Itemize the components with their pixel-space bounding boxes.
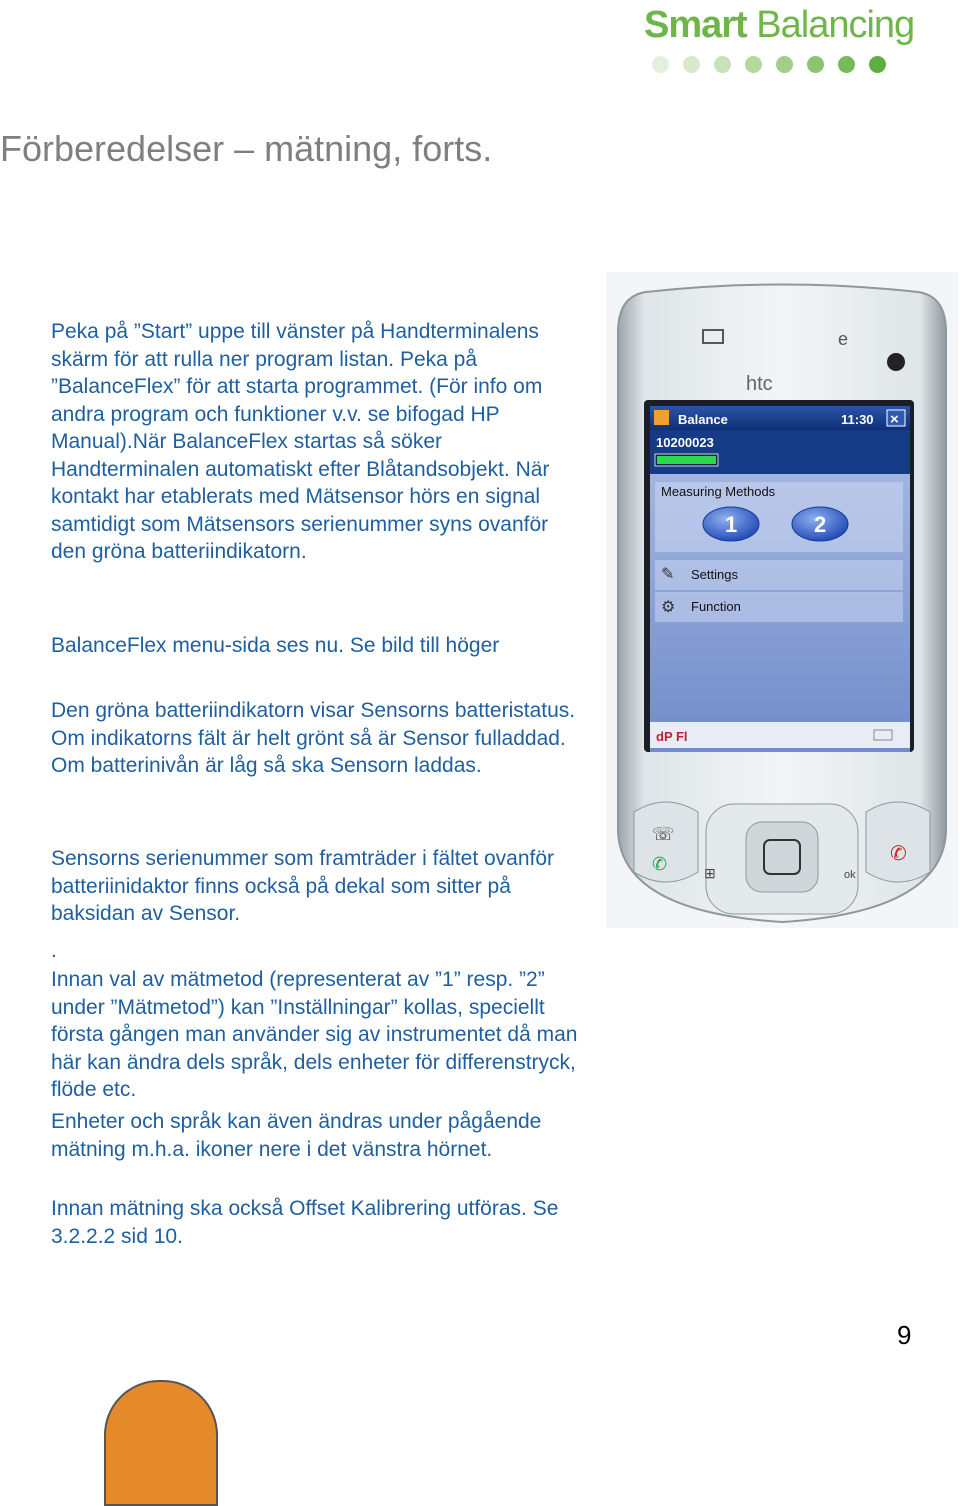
paragraph-serial-number: Sensorns serienummer som framträder i fältet ovanför batteriinidaktor finns också på dekal som sitter på baksidan av Sensor. xyxy=(51,847,555,925)
paragraph-offset-calibration: Innan mätning ska också Offset Kalibrering utföras. Se 3.2.2.2 sid 10. xyxy=(51,1197,559,1248)
paragraph-units-language: Enheter och språk kan även ändras under pågående mätning m.h.a. ikoner nere i det vänstra hörnet. xyxy=(51,1110,542,1161)
ok-icon: ok xyxy=(844,869,856,881)
screen-bottom-icons: dP Fl xyxy=(656,729,688,744)
end-call-icon: ✆ xyxy=(890,843,907,865)
camera-icon xyxy=(887,353,905,371)
svg-text:2: 2 xyxy=(814,512,827,537)
screen-app-title: Balance xyxy=(678,412,728,427)
screen-function: Function xyxy=(691,599,741,614)
function-gear-icon: ⚙ xyxy=(661,599,676,616)
battery-indicator xyxy=(657,456,716,464)
logo-dot xyxy=(807,56,824,73)
settings-icon: ✎ xyxy=(661,566,675,583)
logo-dot xyxy=(838,56,855,73)
logo-dot xyxy=(869,56,886,73)
logo-dot xyxy=(652,56,669,73)
paragraph-battery-indicator: Den gröna batteriindikatorn visar Sensorns batteristatus. Om indikatorns fält är helt grönt så är Sensor fulladdad. Om batterinivån är låg så ska Sensorn laddas. xyxy=(51,699,576,777)
page-title: Förberedelser – mätning, forts. xyxy=(0,128,493,169)
orange-decoration xyxy=(104,1380,218,1506)
screen-menu-heading: Measuring Methods xyxy=(661,484,776,499)
paragraph-measurement-method: Innan val av mätmetod (representerat av ”1” resp. ”2” under ”Mätmetod”) kan ”Inställningar” kollas, speciellt första gången man använder sig av instrumentet då man här kan ändra dels språk, dels enheter för differenstryck, flöde etc. xyxy=(51,968,578,1101)
ie-icon: e xyxy=(838,329,849,349)
logo-dot xyxy=(745,56,762,73)
screen-settings: Settings xyxy=(691,567,738,582)
screen-serial: 10200023 xyxy=(656,435,714,450)
logo-dot xyxy=(776,56,793,73)
smart-balancing-logo xyxy=(644,4,914,80)
brand-label: htc xyxy=(746,373,773,395)
windows-start-icon xyxy=(654,410,669,425)
paragraph-start-instructions: Peka på ”Start” uppe till vänster på Handterminalens skärm för att rulla ner program listan. Peka på ”BalanceFlex” för att starta programmet. (För info om andra program och funktioner v.v. se bifogad HP Manual).När BalanceFlex startas så söker Handterminalen automatiskt efter Blåtandsobjekt. När kontakt har etablerats med Mätsensor hörs en signal samtidigt som Mätsensors serienummer syns ovanför den gröna batteriindikatorn. xyxy=(51,320,550,563)
svg-text:1: 1 xyxy=(725,512,738,537)
logo-dot xyxy=(683,56,700,73)
screen-time: 11:30 xyxy=(841,412,874,427)
paragraph-menu-page: BalanceFlex menu-sida ses nu. Se bild till höger xyxy=(51,634,500,657)
call-icon: ✆ xyxy=(652,854,668,874)
paragraph-dot: . xyxy=(51,939,57,962)
page-number: 9 xyxy=(897,1320,912,1350)
logo-word-smart: Smart xyxy=(644,4,747,46)
logo-dot xyxy=(714,56,731,73)
logo-text xyxy=(644,4,914,47)
windows-icon: ⊞ xyxy=(704,865,716,881)
screen-close-button: × xyxy=(890,411,899,428)
htc-phone-image xyxy=(606,272,958,928)
phone-speaker-icon: ☏ xyxy=(652,824,675,844)
logo-dots xyxy=(652,56,886,73)
logo-word-balancing: Balancing xyxy=(756,4,915,46)
